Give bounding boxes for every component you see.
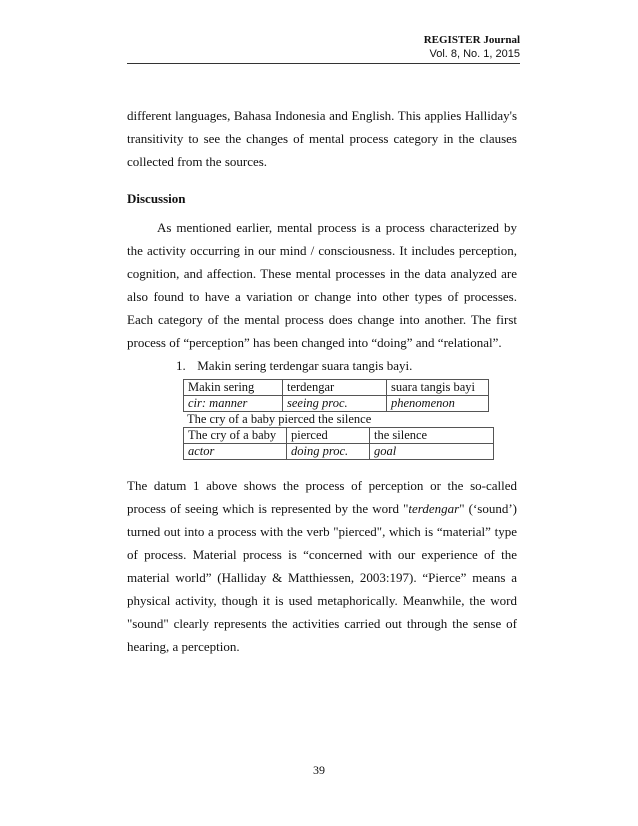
paragraph-1: different languages, Bahasa Indonesia and English. This applies Halliday's transitivity to see the changes of mental process category in the clauses collected from the sources. (127, 108, 517, 169)
page-content (127, 104, 517, 658)
paragraph-3-part-c: " (‘sound’) turned out into a process with the verb "pierced", which is “material” type of process. Material process is “concerned with our experience of the material world” (Halliday & Matthiessen, 2003:197). “Pierce” means a physical activity, though it is used metaphorically. Meanwhile, the word "sound" clearly represents the activities carried out through the sense of hearing, a perception. (127, 501, 517, 654)
table-cell: pierced (287, 428, 370, 444)
table-cell: goal (370, 444, 494, 460)
example-text: Makin sering terdengar suara tangis bayi. (197, 358, 413, 373)
paragraph-3 (127, 474, 517, 658)
page-number: 39 (313, 763, 325, 777)
paragraph-3-part-a: The datum 1 above shows the process of perception or the so-called process of seeing which is represented by the word " (127, 478, 517, 516)
gloss-table-english (183, 427, 494, 460)
table-cell: The cry of a baby (184, 428, 287, 444)
section-heading: Discussion (127, 191, 186, 206)
table-row (184, 396, 489, 412)
translation-line: The cry of a baby pierced the silence (187, 412, 372, 426)
table-cell: Makin sering (184, 380, 283, 396)
header-rule (127, 63, 520, 64)
table-cell: seeing proc. (283, 396, 387, 412)
table-row (184, 380, 489, 396)
gloss-table-indonesian (183, 379, 489, 412)
table-cell: doing proc. (287, 444, 370, 460)
table-row (184, 444, 494, 460)
table-cell: terdengar (283, 380, 387, 396)
table-row (184, 428, 494, 444)
journal-volume: Vol. 8, No. 1, 2015 (429, 48, 520, 60)
table-cell: suara tangis bayi (387, 380, 489, 396)
paragraph-2: As mentioned earlier, mental process is a process characterized by the activity occurring in our mind / consciousness. It includes perception, cognition, and affection. These mental processes in the data analyzed are also found to have a variation or change into other types of processes. Each category of the mental process does change into another. The first process of “perception” has been changed into “doing” and “relational”. (127, 220, 517, 350)
table-cell: phenomenon (387, 396, 489, 412)
running-header (424, 33, 520, 61)
journal-title: REGISTER Journal (423, 34, 520, 46)
table-cell: cir: manner (184, 396, 283, 412)
paragraph-3-term: terdengar (408, 501, 460, 516)
table-cell: the silence (370, 428, 494, 444)
table-cell: actor (184, 444, 287, 460)
example-number: 1. (176, 358, 186, 373)
example-sentence (176, 354, 517, 377)
